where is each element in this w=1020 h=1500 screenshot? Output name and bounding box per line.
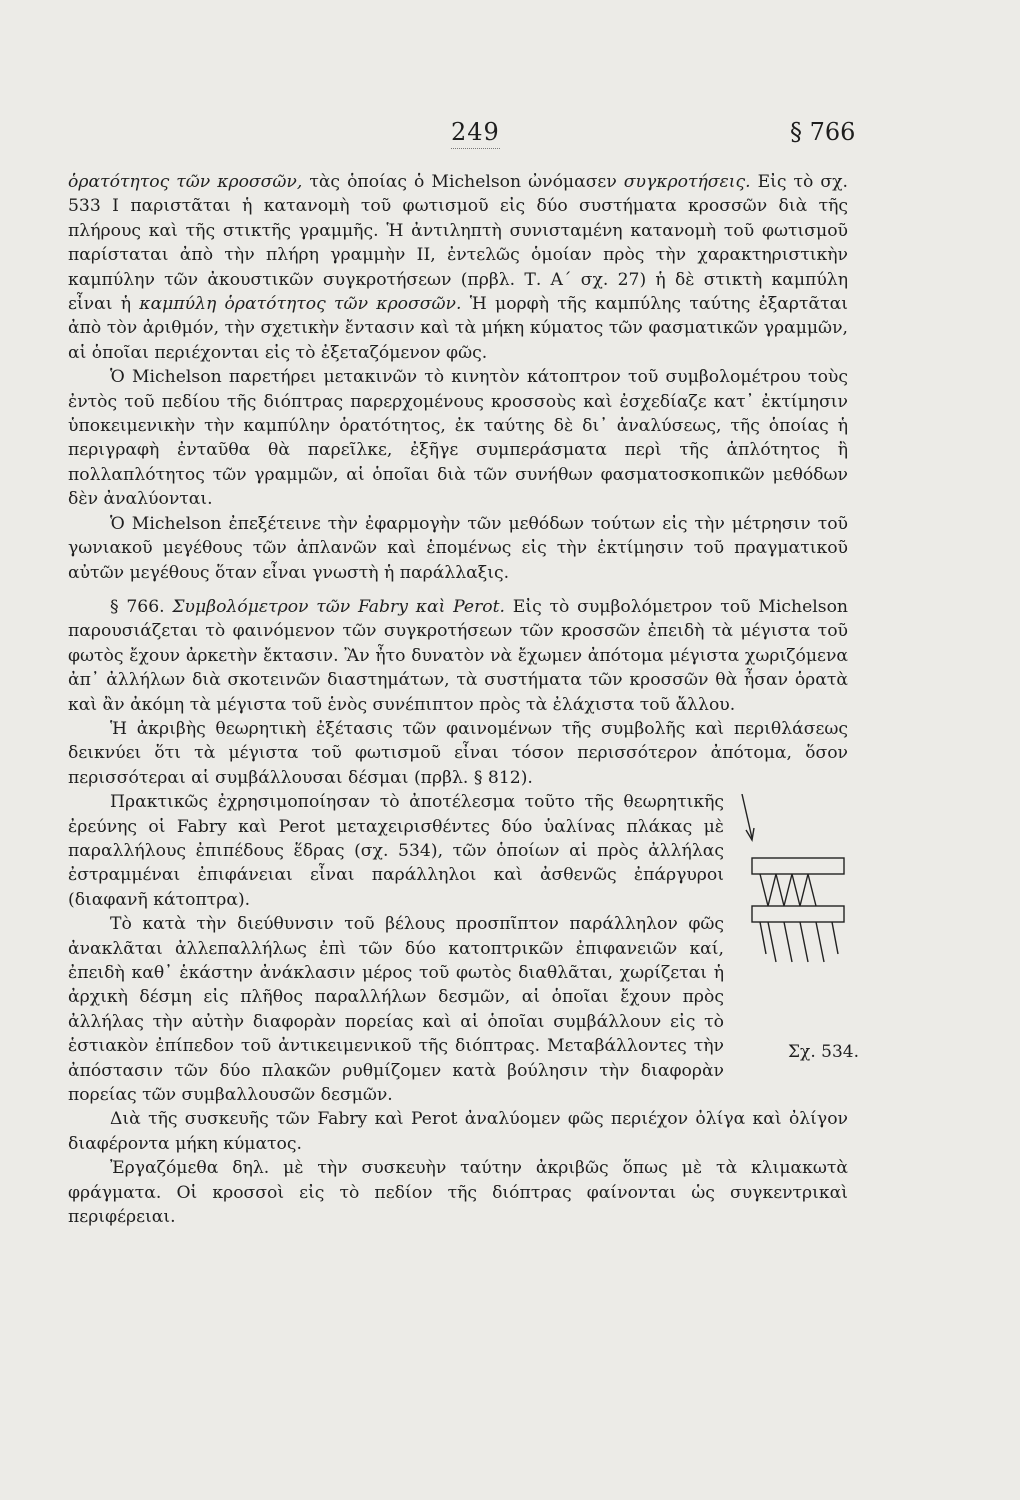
transmitted-ray xyxy=(816,922,824,962)
figure-caption: Σχ. 534. xyxy=(788,1042,859,1063)
figure-534 xyxy=(738,794,859,1076)
text-run: Ἡ μορφὴ τῆς καμπύλης ταύτης ἐξαρτᾶται ἀπὸ τὸν ἀριθμόν, τὴν σχετικὴν ἔντασιν καὶ τὰ μήκη κύματος τῶν φασματικῶν γραμμῶν, αἱ ὁποῖαι περιέχονται εἰς τὸ ἐξεταζόμενον φῶς. xyxy=(68,294,848,363)
text-run: Εἰς τὸ συμβολόμετρον τοῦ Michelson παρουσιάζεται τὸ φαινόμενον τῶν συγκροτήσεων τῶν κροσσῶν ἐπειδὴ τὰ μέγιστα τοῦ φωτὸς ἔχουν ἀρκετὴν ἔκτασιν. Ἂν ἦτο δυνατὸν νὰ ἔχωμεν ἀπότομα μέγιστα χωριζόμενα ἀπ᾽ ἀλλήλων διὰ σκοτεινῶν διαστημάτων, τὰ συστήματα τῶν κροσσῶν θὰ ἦσαν ὁρατὰ καὶ ἂν ἀκόμη τὰ μέγιστα τοῦ ἑνὸς συνέπιπτον πρὸς τὰ ἐλάχιστα τοῦ ἄλλου. xyxy=(68,596,848,715)
paragraph-8: Διὰ τῆς συσκευῆς τῶν Fabry καὶ Perot ἀναλύομεν φῶς περιέχον ὀλίγα καὶ ὀλίγον διαφέροντα μήκη κύματος. xyxy=(68,1109,848,1154)
section-reference: § 766 xyxy=(790,118,856,146)
body-text xyxy=(68,170,859,1229)
paragraph-5: Ἡ ἀκριβὴς θεωρητικὴ ἐξέτασις τῶν φαινομένων τῆς συμβολῆς καὶ περιθλάσεως δεικνύει ὅτι τὰ μέγιστα τοῦ φωτισμοῦ εἶναι τόσον περισσότερον ἀπότομα, ὅσον περισσότεραι αἱ συμβάλλουσαι δέσμαι (πρβλ. § 812). xyxy=(68,718,848,788)
text-run: τὰς ὁποίας ὁ Michelson ὠνόμασεν xyxy=(302,172,624,192)
page-header xyxy=(0,118,1020,158)
transmitted-ray xyxy=(800,922,808,962)
italic-phrase: συγκροτήσεις. xyxy=(623,172,751,192)
section-title: Συμβολόμετρον τῶν Fabry καὶ Perot. xyxy=(172,596,506,617)
upper-glass-plate xyxy=(752,858,844,874)
paragraph-2: Ὁ Michelson παρετήρει μετακινῶν τὸ κινητὸν κάτοπτρον τοῦ συμβολομέτρου τοὺς ἐντὸς τοῦ πεδίου τῆς διόπτρας παρερχομένους κροσσοὺς καὶ ἐσχεδίαζε κατ᾽ ἐκτίμησιν ὑποκειμενικὴν τὴν καμπύλην ὁρατότητος, ἐκ ταύτης δὲ δι᾽ ἀναλύσεως, τῆς ὁποίας ἡ περιγραφὴ ἐνταῦθα θὰ παρεῖλκε, ἐξῆγε συμπεράσματα περὶ τῆς ἁπλότητος ἢ πολλαπλότητος τῶν γραμμῶν, αἱ ὁποῖαι διὰ τῶν συνήθων φασματοσκοπικῶν μεθόδων δὲν ἀναλύονται. xyxy=(68,367,848,510)
transmitted-ray xyxy=(832,922,838,954)
italic-phrase: ὁρατότητος τῶν κροσσῶν, xyxy=(68,172,303,192)
paragraph-9: Ἐργαζόμεθα δηλ. μὲ τὴν συσκευὴν ταύτην ἀκριβῶς ὅπως μὲ τὰ κλιμακωτὰ φράγματα. Οἱ κροσσοὶ εἰς τὸ πεδίον τῆς διόπτρας φαίνονται ὡς συγκεντρικαὶ περιφέρειαι. xyxy=(68,1158,848,1228)
lower-glass-plate xyxy=(752,906,844,922)
multiple-reflections xyxy=(760,874,816,906)
italic-phrase: καμπύλη ὁρατότητος τῶν κροσσῶν. xyxy=(139,294,462,315)
section-number: § 766. xyxy=(110,596,173,617)
paragraph-7: Τὸ κατὰ τὴν διεύθυνσιν τοῦ βέλους προσπῖπτον παράλληλον φῶς ἀνακλᾶται ἀλλεπαλλήλως ἐπὶ τῶν δύο κατοπτρικῶν ἐπιφανειῶν καί, ἐπειδὴ καθ᾽ ἑκάστην ἀνάκλασιν μέρος τοῦ φωτὸς διαθλᾶται, χωρίζεται ἡ ἀρχικὴ δέσμη εἰς πλῆθος παραλλήλων δεσμῶν, αἱ ὁποῖαι ἔχουν πρὸς ἀλλήλας τὴν αὐτὴν διαφορὰν πορείας καὶ αἱ ὁποῖαι συμβάλλουν εἰς τὸ ἑστιακὸν ἐπίπεδον τοῦ ἀντικειμενικοῦ τῆς διόπτρας. Μεταβάλλοντες τὴν ἀπόστασιν τῶν δύο πλακῶν ρυθμίζομεν κατὰ βούλησιν τὴν διαφορὰν πορείας τῶν συμβαλλουσῶν δεσμῶν. xyxy=(68,914,724,1106)
page-number: 249 xyxy=(451,118,500,149)
transmitted-ray xyxy=(760,922,766,954)
transmitted-ray xyxy=(784,922,792,962)
paragraph-3: Ὁ Michelson ἐπεξέτεινε τὴν ἐφαρμογὴν τῶν μεθόδων τούτων εἰς τὴν μέτρησιν τοῦ γωνιακοῦ μεγέθους τῶν ἀπλανῶν καὶ ἑπομένως εἰς τὴν ἐκτίμησιν τοῦ πραγματικοῦ αὐτῶν μεγέθους ὅταν εἶναι γνωστὴ ἡ παράλλαξις. xyxy=(68,513,848,583)
paragraph-1 xyxy=(68,170,848,365)
fabry-perot-diagram xyxy=(738,794,848,1044)
paragraph-6: Πρακτικῶς ἐχρησιμοποίησαν τὸ ἀποτέλεσμα τοῦτο τῆς θεωρητικῆς ἐρεύνης οἱ Fabry καὶ Perot μεταχειρισθέντες δύο ὑαλίνας πλάκας μὲ παραλλήλους ἐπιπέδους ἕδρας (σχ. 534), τῶν ὁποίων αἱ πρὸς ἀλλήλας ἐστραμμέναι ἐπιφάνειαι εἶναι παράλληλοι καὶ ἀσθενῶς ἐπάργυροι (διαφανῆ κάτοπτρα). xyxy=(68,792,724,910)
paragraph-section-766 xyxy=(68,595,848,717)
transmitted-ray xyxy=(768,922,776,962)
text-run: Εἰς τὸ σχ. 533 I παριστᾶται ἡ κατανομὴ τοῦ φωτισμοῦ εἰς δύο συστήματα κροσσῶν διὰ τῆς πλήρους καὶ τῆς στικτῆς γραμμῆς. Ἡ ἀντιληπτὴ συνισταμένη κατανομὴ τοῦ φωτισμοῦ παρίσταται ἀπὸ τὴν πλήρη γραμμὴν II, ἐντελῶς ὁμοίαν πρὸς τὴν χαρακτηριστικὴν καμπύλην τῶν ἀκουστικῶν συγκροτήσεων (πρβλ. Τ. Α΄ σχ. 27) ἡ δὲ στικτὴ καμπύλη εἶναι ἡ xyxy=(68,172,848,315)
